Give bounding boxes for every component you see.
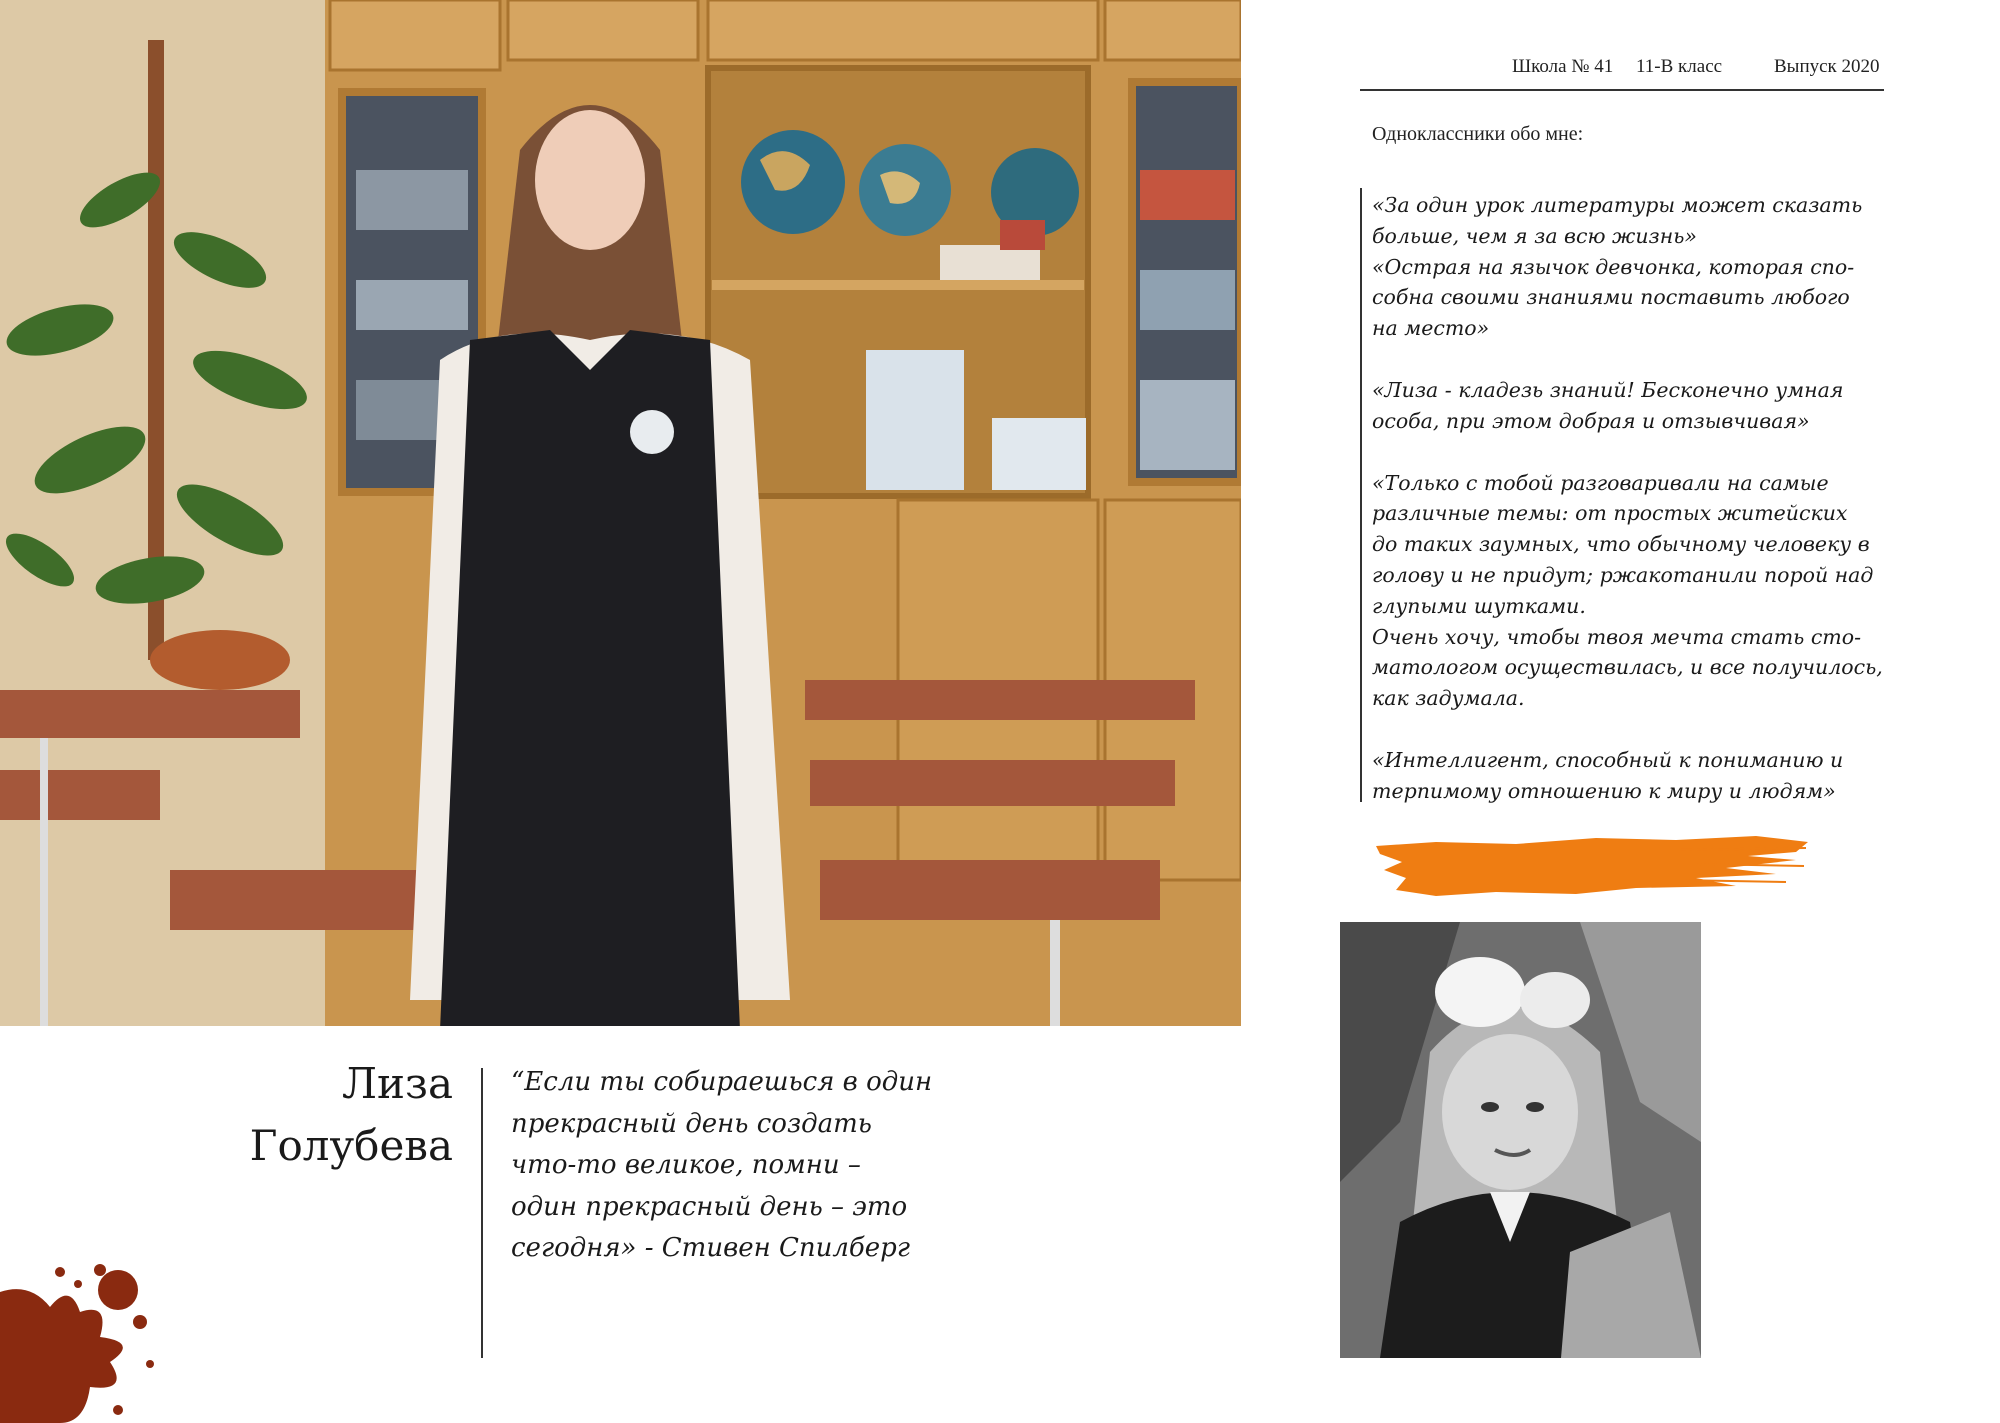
- motto-line: прекрасный день создать: [511, 1108, 872, 1139]
- quote-line: «Только с тобой разговаривали на самые: [1372, 470, 1829, 495]
- quote-line: матологом осуществилась, и все получилось,: [1372, 655, 1883, 680]
- childhood-photo: [1340, 922, 1701, 1358]
- student-name: [250, 1053, 453, 1177]
- classmates-title: Одноклассники обо мне:: [1372, 123, 1584, 145]
- quote-line: различные темы: от простых житейских: [1372, 501, 1848, 526]
- quote-line: терпимому отношению к миру и людям»: [1372, 778, 1836, 803]
- motto-line: сегодня» - Стивен Спилберг: [511, 1233, 910, 1263]
- quote-line: «За один урок литературы может сказать: [1372, 193, 1863, 217]
- header-rule: [1360, 89, 1884, 91]
- quote-line: на место»: [1372, 316, 1490, 341]
- name-divider: [481, 1068, 483, 1358]
- quote-line: особа, при этом добрая и отзывчивая»: [1372, 408, 1810, 433]
- motto-line: один прекрасный день – это: [511, 1191, 908, 1222]
- quote-line: «Острая на язычок девчонка, которая спо-: [1372, 254, 1855, 279]
- first-name: Лиза: [342, 1059, 453, 1108]
- ink-splat: [0, 1262, 156, 1423]
- motto-quote: [511, 1062, 1011, 1270]
- quote-line: больше, чем я за всю жизнь»: [1372, 223, 1697, 248]
- last-name: Голубева: [249, 1121, 453, 1170]
- orange-brush-stroke: [1376, 830, 1808, 900]
- quote-line: «Лиза - кладезь знаний! Бесконечно умная: [1372, 377, 1844, 402]
- motto-line: “Если ты собираешься в один: [511, 1067, 933, 1097]
- quote-line: голову и не придут; ржакотанили порой над: [1372, 562, 1874, 587]
- class-label: 11-В класс: [1636, 56, 1723, 77]
- quote-line: собна своими знаниями поставить любого: [1372, 285, 1850, 310]
- page-header: [1360, 56, 1884, 86]
- motto-line: что-то великое, помни –: [511, 1150, 861, 1180]
- school-label: Школа № 41: [1512, 56, 1614, 77]
- issue-label: Выпуск 2020: [1774, 56, 1880, 77]
- main-portrait-photo: [0, 0, 1241, 1026]
- quote-line: до таких заумных, что обычному человеку в: [1372, 532, 1870, 557]
- quote-line: глупыми шутками.: [1372, 593, 1586, 618]
- quote-line: «Интеллигент, способный к пониманию и: [1372, 747, 1844, 772]
- quote-line: Очень хочу, чтобы твоя мечта стать сто-: [1372, 624, 1862, 649]
- quote-line: как задумала.: [1372, 686, 1525, 711]
- quotes-divider: [1360, 188, 1362, 802]
- classmates-quotes: [1372, 190, 1932, 807]
